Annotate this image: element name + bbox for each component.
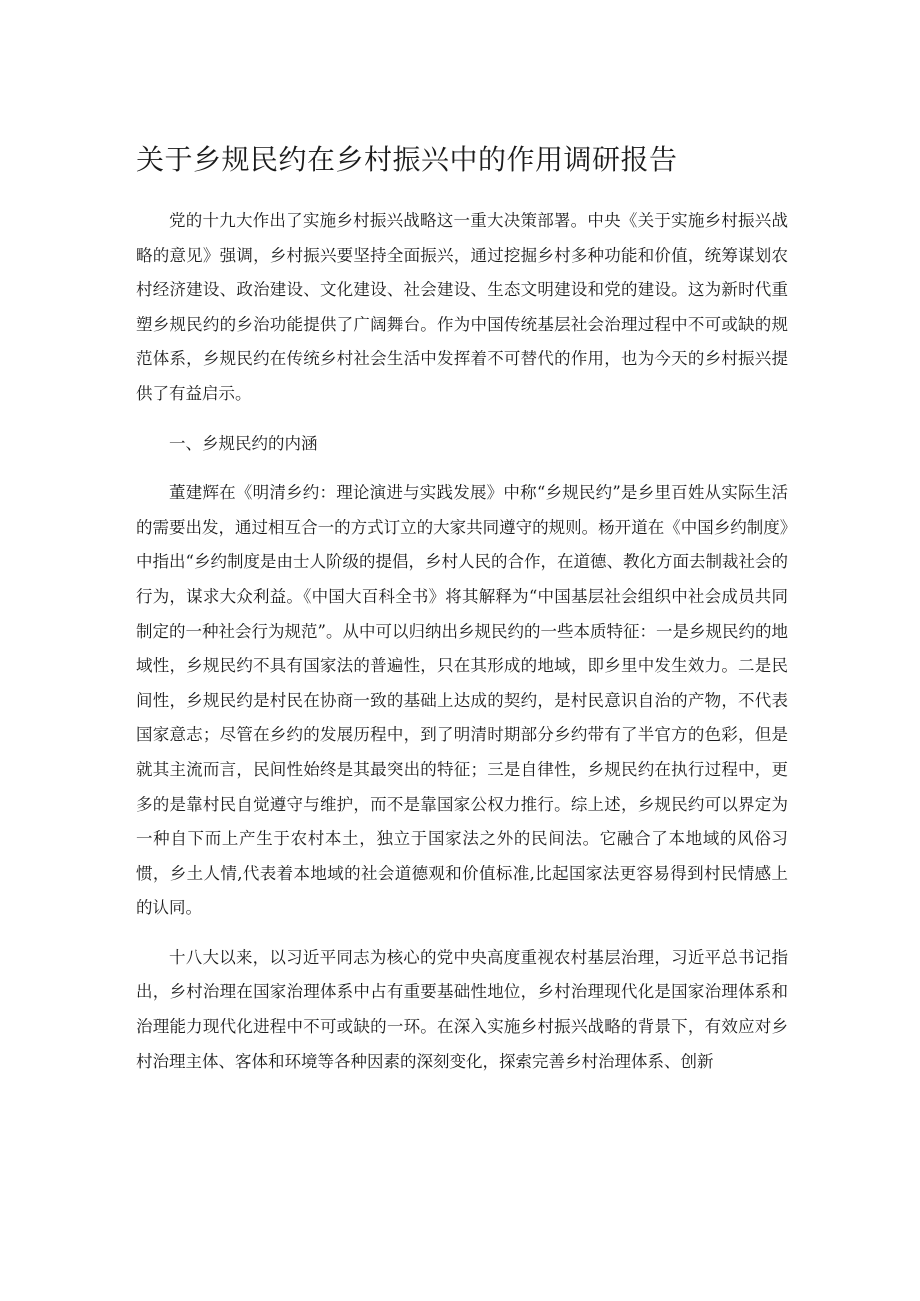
document-body xyxy=(136,204,788,1094)
paragraph-governance: 十八大以来，以习近平同志为核心的党中央高度重视农村基层治理，习近平总书记指出，乡村治理在国家治理体系中占有重要基础性地位，乡村治理现代化是国家治理体系和治理能力现代化进程中不可或缺的一环。在深入实施乡村振兴战略的背景下，有效应对乡村治理主体、客体和环境等各种因素的深刻变化，探索完善乡村治理体系、创新 xyxy=(136,947,788,1071)
paragraph-intro: 党的十九大作出了实施乡村振兴战略这一重大决策部署。中央《关于实施乡村振兴战略的意见》强调，乡村振兴要坚持全面振兴，通过挖掘乡村多种功能和价值，统筹谋划农村经济建设、政治建设、文化建设、社会建设、生态文明建设和党的建设。这为新时代重塑乡规民约的乡治功能提供了广阔舞台。作为中国传统基层社会治理过程中不可或缺的规范体系，乡规民约在传统乡村社会生活中发挥着不可替代的作用，也为今天的乡村振兴提供了有益启示。 xyxy=(136,211,788,403)
paragraph-definition: 董建辉在《明清乡约：理论演进与实践发展》中称“乡规民约”是乡里百姓从实际生活的需要出发，通过相互合一的方式订立的大家共同遵守的规则。杨开道在《中国乡约制度》中指出“乡约制度是由士人阶级的提倡，乡村人民的合作，在道德、教化方面去制裁社会的行为，谋求大众利益。《中国大百科全书》将其解释为“中国基层社会组织中社会成员共同制定的一种社会行为规范”。从中可以归纳出乡规民约的一些本质特征：一是乡规民约的地域性，乡规民约不具有国家法的普遍性，只在其形成的地域，即乡里中发生效力。二是民间性，乡规民约是村民在协商一致的基础上达成的契约，是村民意识自治的产物，不代表国家意志；尽管在乡约的发展历程中，到了明清时期部分乡约带有了半官方的色彩，但是就其主流而言，民间性始终是其最突出的特征；三是自律性，乡规民约在执行过程中，更多的是靠村民自觉遵守与维护，而不是靠国家公权力推行。综上述，乡规民约可以界定为一种自下而上产生于农村本土，独立于国家法之外的民间法。它融合了本地域的风俗习惯，乡土人情,代表着本地域的社会道德观和价值标准,比起国家法更容易得到村民情感上的认同。 xyxy=(136,483,788,918)
section-heading-1: 一、乡规民约的内涵 xyxy=(169,433,318,453)
document-title: 关于乡规民约在乡村振兴中的作用调研报告 xyxy=(136,143,678,176)
